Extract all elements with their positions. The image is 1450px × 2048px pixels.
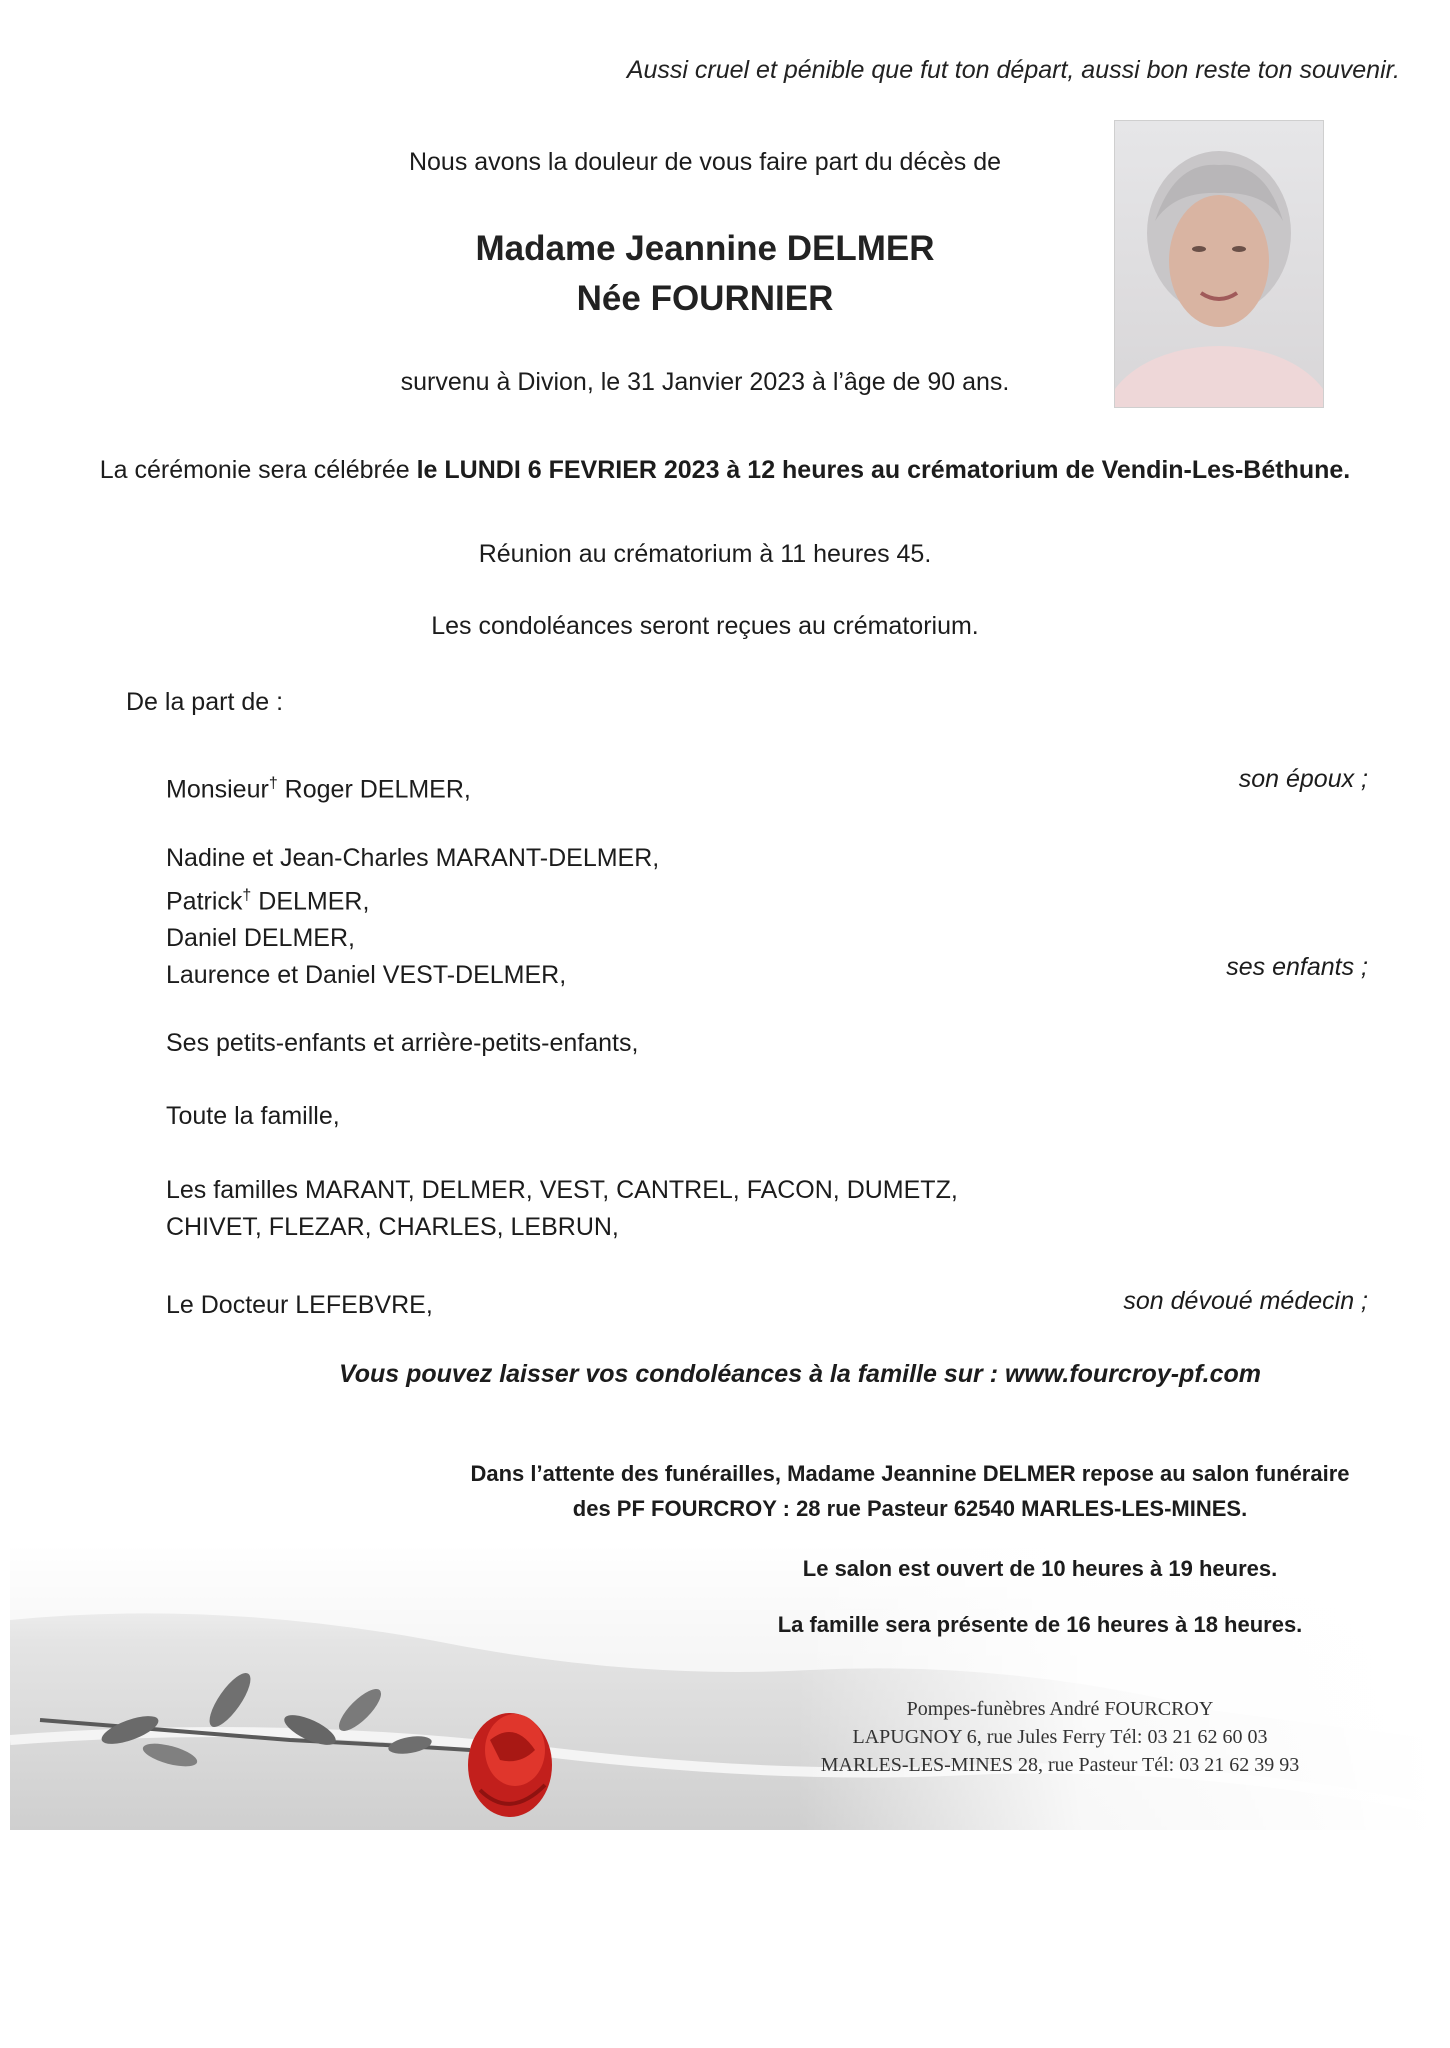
from-label: De la part de : <box>126 688 284 716</box>
child-line: Nadine et Jean-Charles MARANT-DELMER, <box>166 844 660 872</box>
wake-notice <box>360 1456 1450 1526</box>
ceremony-details: le LUNDI 6 FEVRIER 2023 à 12 heures au crématorium de Vendin-Les-Béthune. <box>416 456 1351 484</box>
doctor-relation: son dévoué médecin ; <box>1123 1287 1368 1315</box>
cross-mark: † <box>268 775 278 792</box>
grandchildren-line: Ses petits-enfants et arrière-petits-enfants, <box>166 1029 639 1057</box>
ceremony-line <box>20 456 1430 485</box>
child-line: Laurence et Daniel VEST-DELMER, <box>166 961 567 990</box>
rose-on-beach-image <box>10 1540 1440 1830</box>
portrait-photo <box>1114 120 1324 408</box>
whole-family-line: Toute la famille, <box>166 1102 340 1130</box>
death-notice: survenu à Divion, le 31 Janvier 2023 à l’âge de 90 ans. <box>400 368 1010 396</box>
salon-hours: Le salon est ouvert de 10 heures à 19 heures. <box>802 1556 1278 1581</box>
child-surname: DELMER, <box>251 887 370 916</box>
funeral-home-name: Pompes-funèbres André FOURCROY <box>906 1698 1214 1720</box>
child-line: Daniel DELMER, <box>166 924 355 953</box>
maiden-name-line: Née FOURNIER <box>576 279 834 318</box>
families-line: Les familles MARANT, DELMER, VEST, CANTREL, FACON, DUMETZ, <box>166 1176 958 1204</box>
children-relation: ses enfants ; <box>1226 953 1368 981</box>
child-first: Patrick <box>166 887 243 916</box>
spouse-relation: son époux ; <box>1238 765 1368 793</box>
families-list <box>166 1172 958 1246</box>
ceremony-prefix: La cérémonie sera célébrée <box>99 456 417 484</box>
wake-line: Dans l’attente des funérailles, Madame Jeannine DELMER repose au salon funéraire <box>470 1461 1350 1486</box>
children-list <box>166 840 659 994</box>
wake-line: des PF FOURCROY : 28 rue Pasteur 62540 MARLES-LES-MINES. <box>572 1496 1248 1521</box>
funeral-home-address: MARLES-LES-MINES 28, rue Pasteur Tél: 03 21 62 39 93 <box>820 1754 1300 1776</box>
meeting-line: Réunion au crématorium à 11 heures 45. <box>478 540 932 568</box>
doctor-name: Le Docteur LEFEBVRE, <box>166 1291 433 1319</box>
family-hours: La famille sera présente de 16 heures à 18 heures. <box>777 1612 1303 1637</box>
condolences-line: Les condoléances seront reçues au crématorium. <box>431 612 979 640</box>
funeral-home-address: LAPUGNOY 6, rue Jules Ferry Tél: 03 21 62 60 03 <box>852 1726 1268 1748</box>
spouse-entry <box>166 765 471 808</box>
spouse-name: Roger DELMER, <box>277 775 471 804</box>
cross-mark: † <box>242 887 252 904</box>
website-line: Vous pouvez laisser vos condoléances à la famille sur : www.fourcroy-pf.com <box>338 1360 1262 1388</box>
funeral-home-info <box>780 1695 1340 1779</box>
epitaph-quote: Aussi cruel et pénible que fut ton départ, aussi bon reste ton souvenir. <box>626 56 1400 84</box>
child-line <box>166 877 659 920</box>
name-line: Madame Jeannine DELMER <box>475 229 935 268</box>
families-line: CHIVET, FLEZAR, CHARLES, LEBRUN, <box>166 1213 619 1241</box>
intro-text: Nous avons la douleur de vous faire part du décès de <box>408 148 1002 176</box>
deceased-name <box>330 224 1080 324</box>
spouse-title: Monsieur <box>166 775 269 804</box>
